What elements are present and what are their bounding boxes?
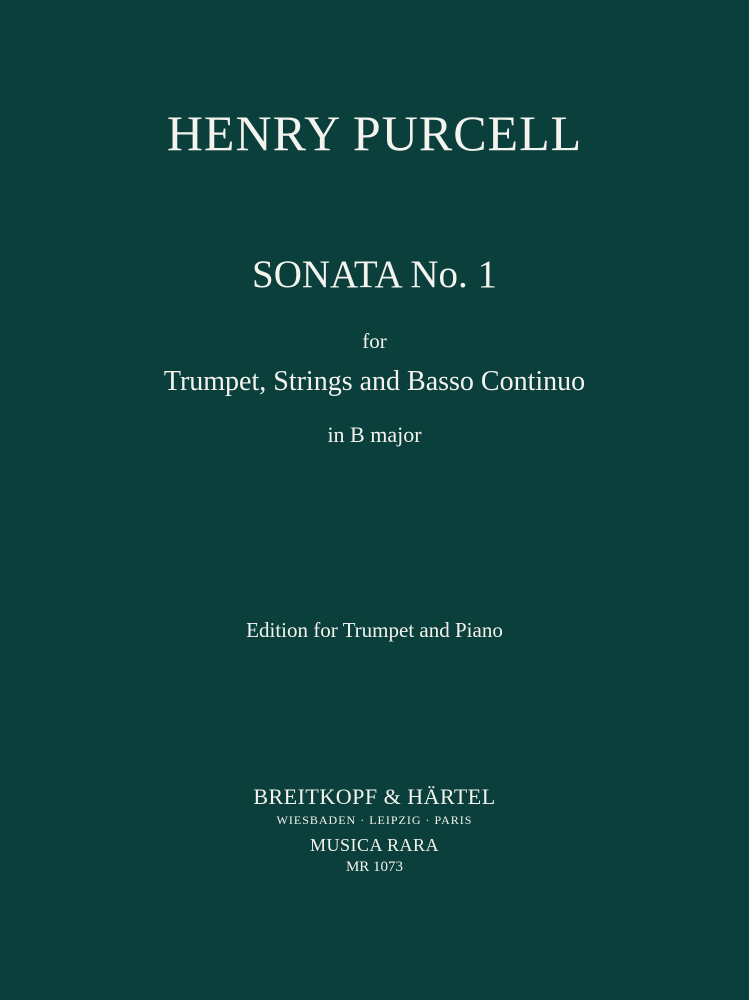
for-text: for — [362, 329, 387, 353]
publisher-cities: WIESBADEN · LEIPZIG · PARIS — [276, 813, 473, 827]
instrumentation: Trumpet, Strings and Basso Continuo — [163, 366, 586, 397]
work-title: SONATA No. 1 — [252, 253, 497, 296]
catalog-number: MR 1073 — [345, 859, 404, 875]
imprint-name: MUSICA RARA — [309, 835, 440, 855]
composer-name: HENRY PURCELL — [166, 105, 583, 161]
edition-text: Edition for Trumpet and Piano — [246, 618, 503, 642]
publisher-name: BREITKOPF & HÄRTEL — [253, 784, 496, 809]
key-signature: in B major — [327, 422, 422, 447]
